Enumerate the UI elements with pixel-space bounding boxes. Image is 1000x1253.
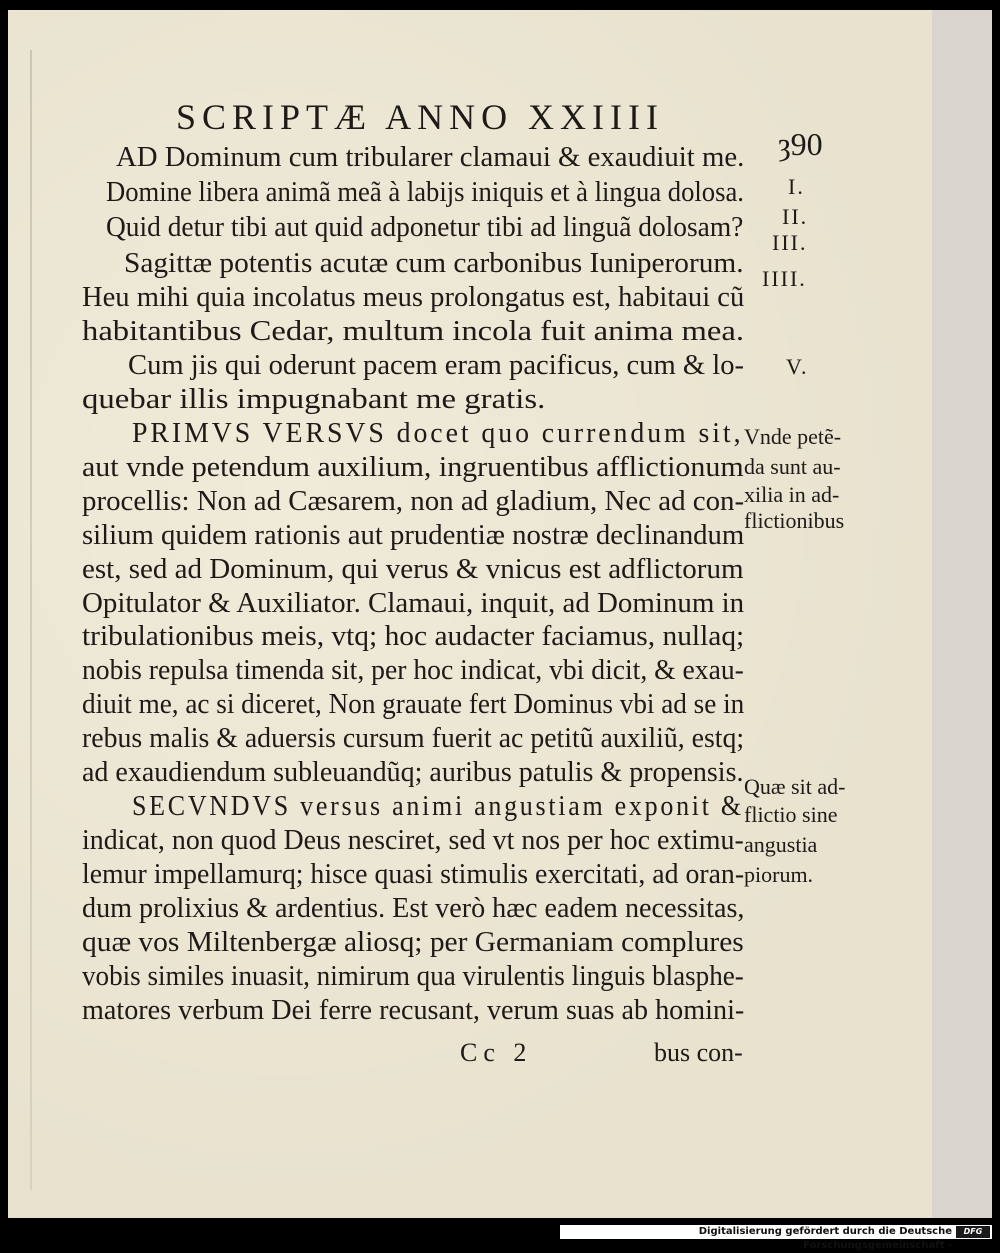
text-line: indicat, non quod Deus nesciret, sed vt nos per hoc extimu- [82,825,744,856]
text-line: Domine libera animã meã à labijs iniquis et à lingua dolosa. [106,177,744,208]
text-line: Heu mihi quia incolatus meus prolongatus est, habitaui cũ [82,282,745,313]
text-line: dum prolixius & ardentius. Est verò hæc eadem necessitas, [82,893,745,924]
margin-note-line: Quæ sit ad- [744,774,846,799]
page-number: ȝ90 [778,126,823,162]
text-line: Cum jis qui oderunt pacem eram pacificus, cum & lo- [128,350,745,381]
digitization-footer [560,1225,992,1251]
text-line: nobis repulsa timenda sit, per hoc indicat, vbi dicit, & exau- [82,655,744,686]
signature-mark: Cc 2 [460,1038,533,1067]
catchword: bus con- [654,1038,743,1067]
verse-number: II. [782,204,809,229]
footer-text: Digitalisierung gefördert durch die Deutsche Forschungsgemeinschaft - [698,1226,952,1251]
text-line: AD Dominum cum tribularer clamaui & exaudiuit me. [116,142,745,173]
text-line: vobis similes inuasit, nimirum qua virulentis linguis blasphe- [82,961,744,992]
text-line: rebus malis & aduersis cursum fuerit ac petitũ auxiliũ, estq; [82,723,745,754]
text-line: lemur impellamurq; hisce quasi stimulis exercitati, ad oran- [82,859,745,890]
margin-note-line: flictionibus [744,508,845,533]
text-line: silium quidem rationis aut prudentiæ nostræ declinandum [82,520,745,551]
margin-note-line: angustia [744,832,818,857]
verse-number: V. [786,354,809,379]
text-line: tribulationibus meis, vtq; hoc audacter faciamus, nullaq; [82,621,745,652]
text-line: Sagittæ potentis acutæ cum carbonibus Iuniperorum. [124,248,744,279]
text-line: diuit me, ac si diceret, Non grauate fert Dominus vbi ad se in [82,689,745,720]
text-line: procellis: Non ad Cæsarem, non ad gladium, Nec ad con- [82,486,745,517]
text-line: matores verbum Dei ferre recusant, verum suas ab homini- [82,995,745,1026]
text-line: PRIMVS VERSVS docet quo currendum sit, [132,418,744,449]
verse-number: I. [788,174,805,199]
verse-number: III. [772,230,808,255]
text-line: quebar illis impugnabant me gratis. [82,384,546,415]
text-line: aut vnde petendum auxilium, ingruentibus afflictionum [82,452,744,483]
margin-note-line: da sunt au- [744,454,841,479]
page-fold [30,50,32,1190]
text-line: Quid detur tibi aut quid adponetur tibi ad linguã dolosam? [106,212,744,243]
margin-note-line: piorum. [744,862,814,887]
book-page [8,10,932,1218]
running-title: SCRIPTÆ ANNO XXIIII [176,97,665,137]
text-line: SECVNDVS versus animi angustiam exponit & [132,791,744,822]
margin-note-line: xilia in ad- [744,482,840,507]
margin-note-line: Vnde petẽ- [744,424,842,449]
scan-background [932,10,992,1218]
margin-note-line: flictio sine [744,802,838,827]
verse-number: IIII. [762,266,807,291]
text-line: quæ vos Miltenbergæ aliosq; per Germaniam complures [82,927,744,958]
text-line: habitantibus Cedar, multum incola fuit anima mea. [82,316,745,347]
text-line: est, sed ad Dominum, qui verus & vnicus est adflictorum [82,554,744,585]
text-line: Opitulator & Auxiliator. Clamaui, inquit, ad Dominum in [82,588,745,619]
dfg-logo: DFG [956,1226,990,1238]
text-line: ad exaudiendum subleuandũq; auribus patulis & propensis. [82,757,744,788]
